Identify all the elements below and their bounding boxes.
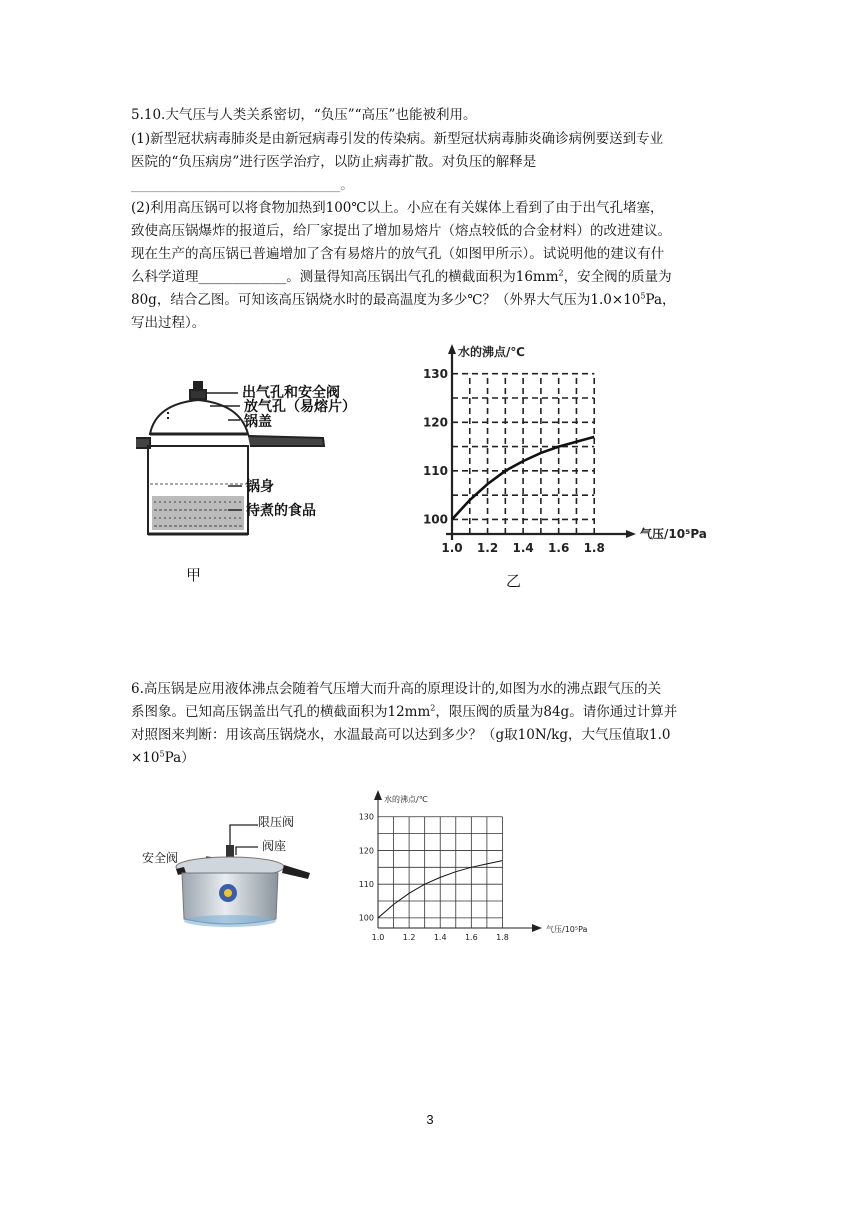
y-tick-label: 130 xyxy=(358,812,374,822)
y-tick-label: 100 xyxy=(358,913,374,923)
q5-line-9-sup: 5 xyxy=(640,291,646,301)
q5-line-6: 致使高压锅爆炸的报道后，给厂家提出了增加易熔片（熔点较低的合金材料）的改进建议。 xyxy=(131,223,671,239)
q6-line-4-sup: 5 xyxy=(159,749,165,759)
y-tick-label: 120 xyxy=(358,846,374,856)
label-fusible-vent: 放气孔（易熔片） xyxy=(244,399,356,415)
q5-line-8a: 么科学道理_____________。测量得知高压锅出气孔的横截面积为16mm xyxy=(131,269,559,285)
q6-line-4a: ×10 xyxy=(131,750,160,766)
label-lid: 锅盖 xyxy=(244,414,272,430)
q5-line-9 xyxy=(131,289,676,311)
label-pressure-limiting-valve: 限压阀 xyxy=(258,815,295,829)
label-safety-valve: 安全阀 xyxy=(142,851,179,865)
y-tick-label: 100 xyxy=(422,512,448,527)
q5-line-8-sup: 2 xyxy=(558,268,564,278)
q5-line-2: (1)新型冠状病毒肺炎是由新冠病毒引发的传染病。新型冠状病毒肺炎确诊病例要送到专业 xyxy=(131,131,664,147)
y-tick-label: 130 xyxy=(422,366,448,381)
figure-q6-chart xyxy=(346,786,606,956)
q6-line-4 xyxy=(131,747,195,769)
q5-line-9a: 80g，结合乙图。可知该高压锅烧水时的最高温度为多少℃？（外界大气压为1.0×10 xyxy=(131,292,641,308)
y-tick-label: 110 xyxy=(358,879,374,889)
x-axis-arrow xyxy=(626,530,636,538)
x-tick-label: 1.2 xyxy=(402,933,416,942)
x-tick-label: 1.4 xyxy=(433,933,447,942)
label-body: 锅身 xyxy=(246,479,274,495)
y-tick-label: 110 xyxy=(422,464,448,479)
x-axis-label: 气压/10⁵Pa xyxy=(546,925,588,934)
label-food: 待煮的食品 xyxy=(246,503,316,519)
x-tick-label: 1.0 xyxy=(371,933,385,942)
q5-line-7: 现在生产的高压锅已普遍增加了含有易熔片的放气孔（如图甲所示）。试说明他的建议有什 xyxy=(131,246,665,262)
figure-jia xyxy=(128,376,388,591)
y-axis-label: 水的沸点/℃ xyxy=(458,345,525,359)
figure-yi xyxy=(412,340,752,590)
figure-q6-cooker xyxy=(138,815,338,935)
x-tick-label: 1.0 xyxy=(441,541,463,555)
q5-line-8 xyxy=(131,266,672,288)
x-tick-label: 1.6 xyxy=(464,933,478,942)
boiling-point-chart-1 xyxy=(412,340,752,590)
page-number: 3 xyxy=(426,1112,434,1127)
q5-line-3: 医院的“负压病房”进行医学治疗，以防止病毒扩散。对负压的解释是 xyxy=(131,154,537,170)
x-tick-label: 1.8 xyxy=(583,541,605,555)
caption-jia: 甲 xyxy=(186,566,202,584)
pressure-cooker-photo xyxy=(138,815,338,935)
q5-line-1: 5.10.大气压与人类关系密切，“负压”“高压”也能被利用。 xyxy=(131,107,477,123)
q5-line-10: 写出过程）。 xyxy=(131,315,206,331)
q6-line-2-sup: 2 xyxy=(430,703,436,713)
y-axis-arrow xyxy=(374,790,382,800)
y-axis-label: 水的沸点/℃ xyxy=(384,795,428,804)
y-tick-label: 120 xyxy=(422,415,448,430)
boiling-point-chart-2 xyxy=(346,786,606,956)
q5-answer-blank: _______________________________。 xyxy=(131,177,354,193)
q6-line-1: 6.高压锅是应用液体沸点会随着气压增大而升高的原理设计的,如图为水的沸点跟气压的关 xyxy=(131,681,662,697)
x-tick-label: 1.4 xyxy=(512,541,534,555)
q5-line-5: (2)利用高压锅可以将食物加热到100℃以上。小应在有关媒体上看到了由于出气孔堵塞， xyxy=(131,200,664,216)
x-axis-label: 气压/10⁵Pa xyxy=(640,527,707,541)
q6-line-4b: Pa） xyxy=(164,750,195,766)
caption-yi: 乙 xyxy=(506,572,522,590)
q5-line-8b: ，安全阀的质量为 xyxy=(563,269,672,285)
label-valve-seat: 阀座 xyxy=(262,839,287,853)
x-tick-label: 1.6 xyxy=(548,541,570,555)
label-vent-safety-valve: 出气孔和安全阀 xyxy=(242,385,340,401)
y-axis-arrow xyxy=(448,344,456,354)
x-tick-label: 1.8 xyxy=(496,933,509,942)
q6-line-2a: 系图象。已知高压锅盖出气孔的横截面积为12mm xyxy=(131,704,431,720)
q6-line-2 xyxy=(131,701,677,723)
q6-line-2b: ，限压阀的质量为84g。请你通过计算并 xyxy=(435,704,678,720)
x-tick-label: 1.2 xyxy=(476,541,499,555)
q6-line-3: 对照图来判断：用该高压锅烧水，水温最高可以达到多少？（g取10N/kg，大气压值取1.0 xyxy=(131,727,671,743)
x-axis-arrow xyxy=(532,924,542,932)
q5-line-9b: Pa， xyxy=(645,292,676,308)
